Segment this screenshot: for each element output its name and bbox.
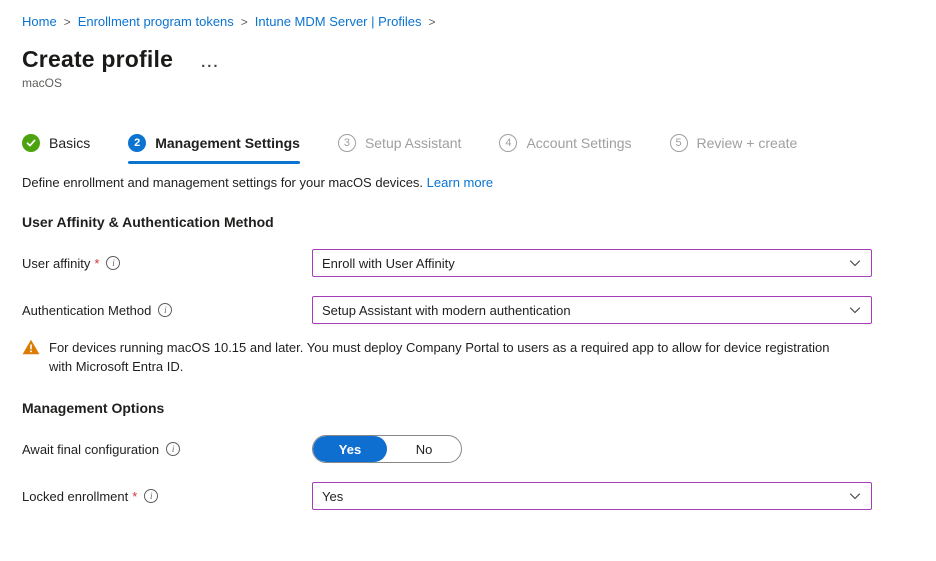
breadcrumb-separator: > [428, 14, 436, 29]
field-label [22, 303, 312, 318]
label-text: User affinity [22, 255, 91, 271]
breadcrumb-intune-mdm-server-profiles[interactable]: Intune MDM Server | Profiles [254, 14, 422, 29]
required-asterisk: * [132, 488, 138, 504]
learn-more-link[interactable]: Learn more [426, 175, 494, 190]
field-label [22, 489, 312, 504]
field-row-locked-enrollment [22, 482, 914, 510]
dropdown-value: Yes [322, 488, 344, 504]
step-number-badge: 5 [670, 134, 688, 152]
info-icon[interactable]: i [166, 442, 180, 456]
tab-basics[interactable] [22, 134, 90, 164]
dropdown-value: Setup Assistant with modern authentication [322, 302, 571, 318]
authentication-method-dropdown[interactable] [312, 296, 872, 324]
breadcrumb-enrollment-program-tokens[interactable]: Enrollment program tokens [77, 14, 234, 29]
description-text: Define enrollment and management settings for your macOS devices. [22, 175, 424, 190]
title-row [22, 46, 914, 73]
breadcrumb-home[interactable]: Home [22, 14, 57, 29]
chevron-down-icon [848, 256, 862, 270]
field-row-await-final-configuration [22, 435, 914, 463]
required-asterisk: * [94, 255, 100, 271]
breadcrumb [22, 14, 914, 29]
breadcrumb-separator: > [240, 14, 248, 29]
info-icon[interactable]: i [158, 303, 172, 317]
tab-account-settings[interactable] [499, 134, 631, 164]
await-final-configuration-toggle[interactable] [312, 435, 462, 463]
step-description [22, 175, 914, 190]
tab-management-settings[interactable] [128, 134, 300, 164]
toggle-option-yes[interactable]: Yes [313, 436, 387, 462]
chevron-down-icon [848, 303, 862, 317]
field-row-authentication-method [22, 296, 914, 324]
info-icon[interactable]: i [144, 489, 158, 503]
section-heading-management-options: Management Options [22, 400, 165, 416]
tab-label: Account Settings [526, 135, 632, 151]
chevron-down-icon [848, 489, 862, 503]
locked-enrollment-dropdown[interactable] [312, 482, 872, 510]
more-actions-icon[interactable]: ... [201, 54, 220, 71]
page-title: Create profile [22, 46, 174, 72]
tab-label: Review + create [696, 135, 798, 151]
tab-setup-assistant[interactable] [338, 134, 462, 164]
dropdown-value: Enroll with User Affinity [322, 255, 455, 271]
toggle-option-no[interactable]: No [415, 441, 433, 457]
label-text: Locked enrollment [22, 488, 129, 504]
step-number-badge: 4 [499, 134, 517, 152]
warning-message [22, 338, 914, 376]
label-text: Authentication Method [22, 302, 152, 318]
field-label [22, 442, 312, 457]
step-number-badge: 2 [128, 134, 146, 152]
tab-label: Management Settings [155, 135, 300, 151]
tab-label: Setup Assistant [364, 135, 462, 151]
tab-label: Basics [49, 135, 91, 151]
wizard-steps [22, 134, 914, 164]
breadcrumb-separator: > [63, 14, 71, 29]
warning-triangle-icon [22, 338, 40, 376]
info-icon[interactable]: i [106, 256, 120, 270]
field-row-user-affinity [22, 249, 914, 277]
step-number-badge: 3 [338, 134, 356, 152]
field-label [22, 256, 312, 271]
section-heading-user-affinity: User Affinity & Authentication Method [22, 214, 274, 230]
active-tab-underline [128, 161, 300, 164]
warning-text: For devices running macOS 10.15 and later. You must deploy Company Portal to users as a required app to allow for device registration with Microsoft Entra ID. [49, 340, 830, 374]
tab-review-create[interactable] [670, 134, 798, 164]
check-circle-icon [22, 134, 40, 152]
label-text: Await final configuration [22, 441, 160, 457]
platform-subtitle: macOS [22, 76, 63, 90]
user-affinity-dropdown[interactable] [312, 249, 872, 277]
